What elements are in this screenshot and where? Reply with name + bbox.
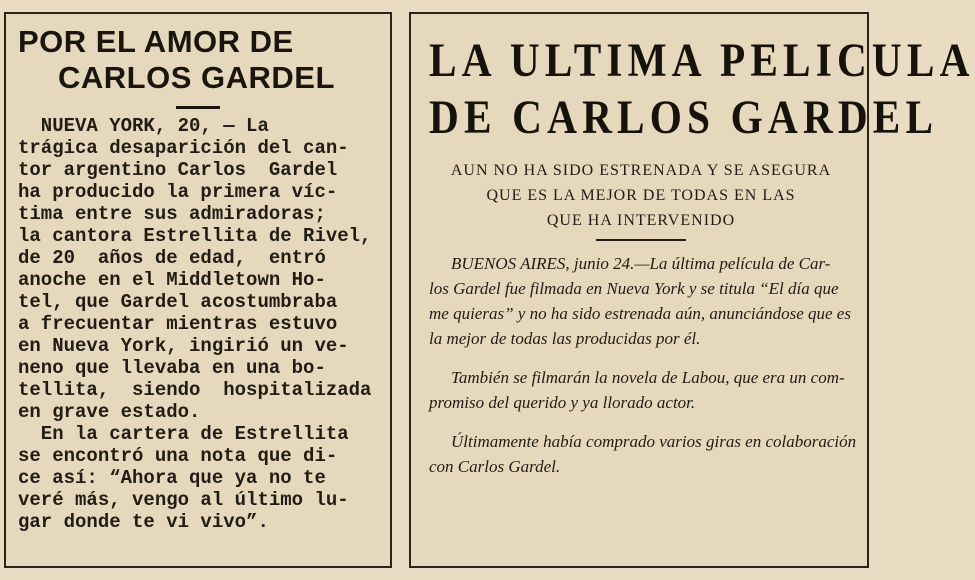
right-subheadline-line: AUN NO HA SIDO ESTRENADA Y SE ASEGURA [450, 162, 832, 179]
left-body-line: de 20 años de edad, entró [18, 247, 326, 269]
left-body-line: tellita, siendo hospitalizada [18, 379, 372, 401]
left-body-line: la cantora Estrellita de Rivel, [18, 225, 372, 247]
left-body-line: ce así: “Ahora que ya no te [18, 467, 326, 489]
left-body-line: en Nueva York, ingirió un ve- [18, 335, 349, 357]
right-paragraph-line: la mejor de todas las producidas por él. [429, 329, 701, 348]
right-subheadline-line: QUE HA INTERVENIDO [546, 212, 736, 229]
left-headline-divider [176, 106, 220, 109]
right-paragraph-line: También se filmarán la novela de Labou, que era un com- [451, 368, 845, 387]
right-paragraph-2 [429, 365, 853, 415]
left-headline-line-2: CARLOS GARDEL [58, 60, 335, 95]
left-article-clipping [4, 12, 392, 568]
right-paragraph-line: promiso del querido y ya llorado actor. [429, 393, 696, 412]
right-paragraph-3 [429, 429, 857, 479]
left-body-line: trágica desaparición del can- [18, 137, 349, 159]
left-body-line: a frecuentar mientras estuvo [18, 313, 338, 335]
left-body-line: gar donde te vi vivo”. [18, 511, 269, 533]
left-article-body [18, 115, 378, 533]
right-headline-line-2: DE CARLOS GARDEL [429, 91, 939, 144]
right-subheadline [429, 158, 853, 233]
right-paragraph-line: Últimamente había comprado varios giras en colaboración [451, 432, 857, 451]
left-body-line: tor argentino Carlos Gardel [18, 159, 338, 181]
right-headline-line-1: LA ULTIMA PELICULA [429, 34, 975, 87]
right-paragraph-line: me quieras” y no ha sido estrenada aún, anunciándose que es [429, 304, 851, 323]
right-paragraph-line: los Gardel fue filmada en Nueva York y se titula “El día que [429, 279, 839, 298]
right-subheadline-line: QUE ES LA MEJOR DE TODAS EN LAS [486, 187, 796, 204]
left-body-line: ha producido la primera víc- [18, 181, 338, 203]
right-paragraph-line: BUENOS AIRES, junio 24.—La última película de Car- [451, 254, 831, 273]
right-subheadline-divider [596, 239, 686, 241]
left-body-line: veré más, vengo al último lu- [18, 489, 349, 511]
left-body-line: En la cartera de Estrellita [18, 423, 349, 445]
left-body-line: NUEVA YORK, 20, — La [18, 115, 269, 137]
right-paragraph-1 [429, 251, 853, 351]
left-body-line: se encontró una nota que di- [18, 445, 338, 467]
left-body-line: tel, que Gardel acostumbraba [18, 291, 338, 313]
right-article-clipping [409, 12, 975, 568]
right-paragraph-line: con Carlos Gardel. [429, 457, 561, 476]
left-body-line: en grave estado. [18, 401, 201, 423]
left-body-line: tima entre sus admiradoras; [18, 203, 326, 225]
left-body-line: anoche en el Middletown Ho- [18, 269, 326, 291]
left-headline-line-1: POR EL AMOR DE [18, 24, 294, 59]
left-body-line: neno que llevaba en una bo- [18, 357, 326, 379]
